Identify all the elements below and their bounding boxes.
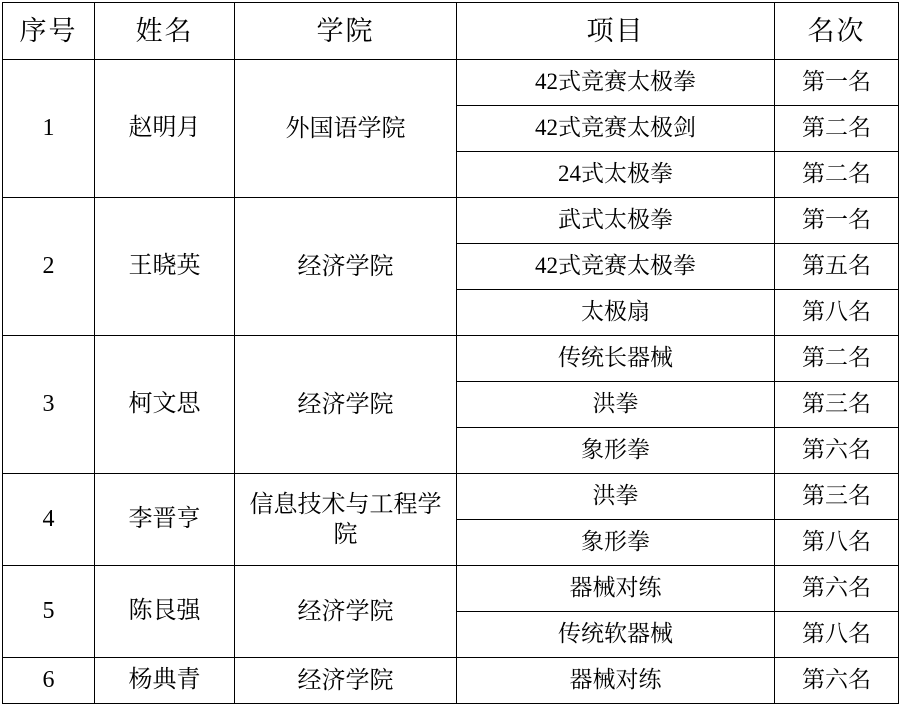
college-label: 经济学院 <box>297 667 394 694</box>
college-label: 经济学院 <box>297 391 394 418</box>
table-row <box>3 658 899 704</box>
cell-seq: 2 <box>3 198 95 336</box>
table-header <box>3 3 899 60</box>
cell-seq: 3 <box>3 336 95 474</box>
cell-item: 42式竞赛太极拳 <box>457 244 775 290</box>
cell-name: 陈艮强 <box>95 566 235 658</box>
cell-rank: 第一名 <box>775 60 899 106</box>
college-label: 信息技术与工程学院 <box>249 491 442 548</box>
table-row <box>3 336 899 382</box>
cell-college <box>235 336 457 474</box>
table-row <box>3 566 899 612</box>
cell-college <box>235 198 457 336</box>
cell-item: 器械对练 <box>457 566 775 612</box>
cell-item: 太极扇 <box>457 290 775 336</box>
cell-seq: 6 <box>3 658 95 704</box>
cell-rank: 第一名 <box>775 198 899 244</box>
cell-item: 传统长器械 <box>457 336 775 382</box>
cell-college <box>235 566 457 658</box>
cell-rank: 第二名 <box>775 106 899 152</box>
cell-rank: 第二名 <box>775 336 899 382</box>
cell-name: 杨典青 <box>95 658 235 704</box>
cell-item: 洪拳 <box>457 382 775 428</box>
cell-college <box>235 658 457 704</box>
cell-item: 象形拳 <box>457 520 775 566</box>
cell-rank: 第六名 <box>775 428 899 474</box>
cell-rank: 第八名 <box>775 520 899 566</box>
cell-seq: 4 <box>3 474 95 566</box>
column-header-seq: 序号 <box>3 3 95 60</box>
cell-rank: 第三名 <box>775 474 899 520</box>
cell-rank: 第六名 <box>775 658 899 704</box>
column-header-college: 学院 <box>235 3 457 60</box>
cell-college <box>235 474 457 566</box>
cell-college <box>235 60 457 198</box>
table-body <box>3 60 899 704</box>
table-row <box>3 474 899 520</box>
cell-seq: 1 <box>3 60 95 198</box>
award-results-table <box>2 2 899 704</box>
cell-item: 42式竞赛太极剑 <box>457 106 775 152</box>
college-label: 外国语学院 <box>285 115 406 142</box>
column-header-rank: 名次 <box>775 3 899 60</box>
column-header-name: 姓名 <box>95 3 235 60</box>
college-label: 经济学院 <box>297 253 394 280</box>
cell-item: 传统软器械 <box>457 612 775 658</box>
cell-item: 42式竞赛太极拳 <box>457 60 775 106</box>
cell-item: 器械对练 <box>457 658 775 704</box>
table-row <box>3 198 899 244</box>
college-label: 经济学院 <box>297 598 394 625</box>
cell-item: 洪拳 <box>457 474 775 520</box>
table-row <box>3 60 899 106</box>
cell-name: 赵明月 <box>95 60 235 198</box>
cell-rank: 第八名 <box>775 290 899 336</box>
column-header-item: 项目 <box>457 3 775 60</box>
cell-item: 象形拳 <box>457 428 775 474</box>
cell-name: 李晋亨 <box>95 474 235 566</box>
cell-rank: 第五名 <box>775 244 899 290</box>
cell-item: 24式太极拳 <box>457 152 775 198</box>
cell-seq: 5 <box>3 566 95 658</box>
cell-rank: 第三名 <box>775 382 899 428</box>
cell-rank: 第六名 <box>775 566 899 612</box>
cell-item: 武式太极拳 <box>457 198 775 244</box>
cell-rank: 第二名 <box>775 152 899 198</box>
cell-name: 柯文思 <box>95 336 235 474</box>
table-header-row <box>3 3 899 60</box>
cell-name: 王晓英 <box>95 198 235 336</box>
cell-rank: 第八名 <box>775 612 899 658</box>
